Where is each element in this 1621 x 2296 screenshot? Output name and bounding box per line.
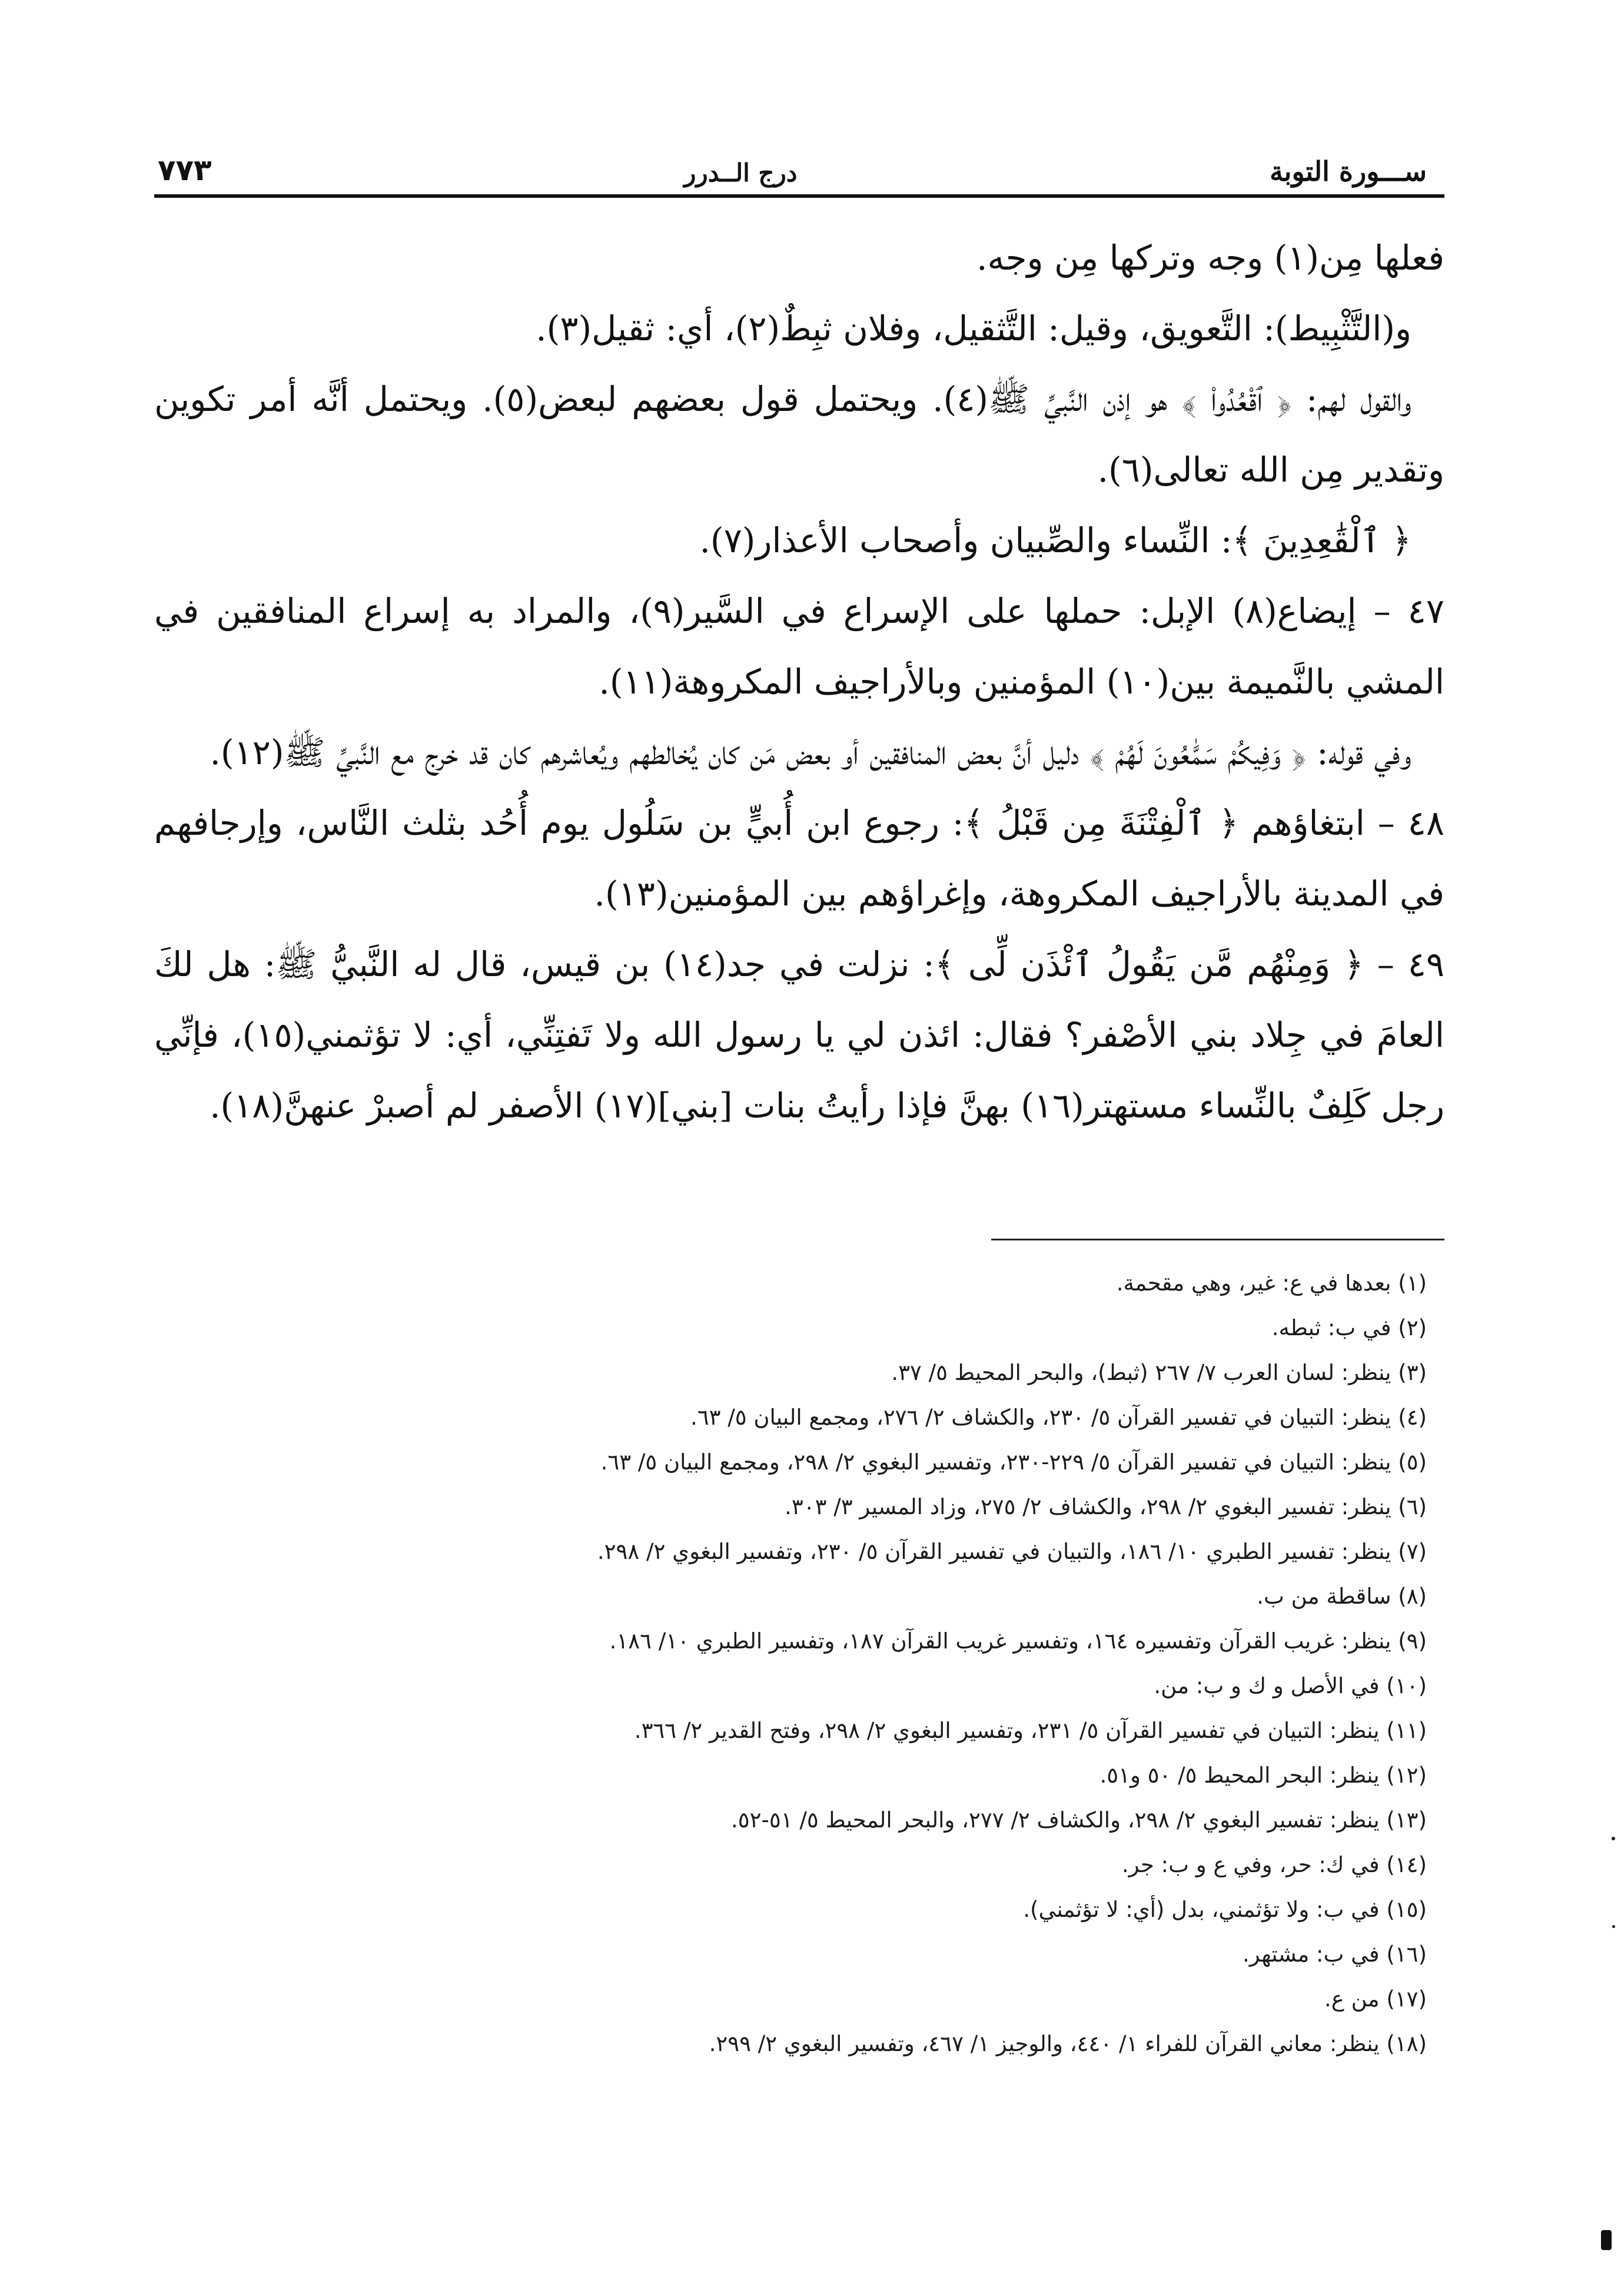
scan-artifact bbox=[1601, 2230, 1612, 2250]
footnote: (١٣) ينظر: تفسير البغوي ٢/ ٢٩٨، والكشاف ٢/ ٢٧٧، والبحر المحيط ٥/ ٥١-٥٢. bbox=[730, 1807, 1427, 1833]
footnote: (٦) ينظر: تفسير البغوي ٢/ ٢٩٨، والكشاف ٢/ ٢٧٥، وزاد المسير ٣/ ٣٠٣. bbox=[785, 1494, 1427, 1519]
footnote: (١٧) من ع. bbox=[1324, 1986, 1427, 2012]
paragraph: ٤٩ – ﴿ وَمِنْهُم مَّن يَقُولُ ٱئْذَن لِّى ﴾: نزلت في جد(١٤) بن قيس، قال له النَّبيُّ ﷺ: هل لكَ العامَ في جِلاد بني الأصْفر؟ فقال: ائذن لي يا رسول الله ولا تَفتِنِّي، أي: لا تؤثمني(١٥)، فإنِّي رجل كَلِفٌ بالنِّساء مستهتر(١٦) بهنَّ فإذا رأيتُ بنات [بني](١٧) الأصفر لم أصبرْ عنهنَّ(١٨). bbox=[154, 944, 1445, 1126]
paragraph: وفي قوله: ﴿ وَفِيكُمْ سَمَّٰعُونَ لَهُمْ ﴾ دليل أنَّ بعض المنافقين أو بعض مَن كان يُخالطهم ويُعاشرهم كان قد خرج مع النَّبيِّ ﷺ(١٢). bbox=[210, 732, 1411, 772]
page-number: ٧٧٣ bbox=[158, 153, 212, 187]
footnotes bbox=[177, 1261, 1427, 2066]
scan-artifact bbox=[1612, 1837, 1615, 1840]
footnote: (١٠) في الأصل و ك و ب: من. bbox=[1154, 1673, 1427, 1698]
footnote: (٣) ينظر: لسان العرب ٧/ ٢٦٧ (ثبط)، والبحر المحيط ٥/ ٣٧. bbox=[891, 1360, 1427, 1385]
paragraph: ٤٨ – ابتغاؤهم ﴿ ٱلْفِتْنَةَ مِن قَبْلُ ﴾: رجوع ابن أُبيٍّ بن سَلُول يوم أُحُد بثلث النَّاس، وإرجافهم في المدينة بالأراجيف المكروهة، وإغراؤهم بين المؤمنين(١٣). bbox=[154, 803, 1444, 914]
header-rule bbox=[154, 194, 1444, 198]
main-text bbox=[154, 223, 1444, 1141]
paragraph: فعلها مِن(١) وجه وتركها مِن وجه. bbox=[976, 238, 1444, 278]
footnote: (١٤) في ك: حر، وفي ع و ب: جر. bbox=[1121, 1852, 1427, 1877]
surah-title: ســـورة التوبة bbox=[1270, 155, 1427, 187]
footnote: (١) بعدها في ع: غير، وهي مقحمة. bbox=[1116, 1270, 1427, 1296]
running-header bbox=[158, 152, 1427, 187]
footnote: (١٨) ينظر: معاني القرآن للفراء ١/ ٤٤٠، والوجيز ١/ ٤٦٧، وتفسير البغوي ٢/ ٢٩٩. bbox=[709, 2031, 1427, 2056]
footnote: (١٦) في ب: مشتهر. bbox=[1243, 1942, 1427, 1967]
footnote: (٧) ينظر: تفسير الطبري ١٠/ ١٨٦، والتبيان في تفسير القرآن ٥/ ٢٣٠، وتفسير البغوي ٢/ ٢٩٨. bbox=[597, 1539, 1427, 1564]
footnote: (١٥) في ب: ولا تؤثمني، بدل (أي: لا تؤثمني). bbox=[1023, 1897, 1427, 1922]
paragraph: ﴿ ٱلْقَٰعِدِينَ ﴾: النِّساء والصِّبيان وأصحاب الأعذار(٧). bbox=[699, 520, 1411, 560]
scan-artifact bbox=[1612, 1925, 1615, 1928]
paragraph: و(التَّثْبِيط): التَّعويق، وقيل: التَّثقيل، وفلان ثبِطٌ(٢)، أي: ثقيل(٣). bbox=[536, 308, 1411, 349]
footnote: (٨) ساقطة من ب. bbox=[1257, 1584, 1427, 1609]
footnote: (١٢) ينظر: البحر المحيط ٥/ ٥٠ و٥١. bbox=[1100, 1763, 1427, 1788]
footnote: (٥) ينظر: التبيان في تفسير القرآن ٥/ ٢٢٩-٢٣٠، وتفسير البغوي ٢/ ٢٩٨، ومجمع البيان ٥/ ٦٣. bbox=[600, 1449, 1427, 1475]
footnote-rule bbox=[991, 1239, 1444, 1240]
footnote: (٤) ينظر: التبيان في تفسير القرآن ٥/ ٢٣٠، والكشاف ٢/ ٢٧٦، ومجمع البيان ٥/ ٦٣. bbox=[690, 1405, 1427, 1430]
paragraph: والقول لهم: ﴿ ٱقْعُدُواْ ﴾ هو إذن النَّبيِّ ﷺ(٤). ويحتمل قول بعضهم لبعض(٥). ويحتمل أنَّه أمر تكوين وتقدير مِن الله تعالى(٦). bbox=[154, 379, 1444, 490]
footnote: (٢) في ب: ثبطه. bbox=[1271, 1315, 1427, 1341]
footnote: (١١) ينظر: التبيان في تفسير القرآن ٥/ ٢٣١، وتفسير البغوي ٢/ ٢٩٨، وفتح القدير ٢/ ٣٦٦. bbox=[634, 1718, 1427, 1743]
book-title: درج الــدرر bbox=[684, 158, 798, 187]
footnote: (٩) ينظر: غريب القرآن وتفسيره ١٦٤، وتفسير غريب القرآن ١٨٧، وتفسير الطبري ١٠/ ١٨٦. bbox=[609, 1628, 1427, 1654]
paragraph: ٤٧ – إيضاع(٨) الإبل: حملها على الإسراع في السَّير(٩)، والمراد به إسراع المنافقين في المشي بالنَّميمة بين(١٠) المؤمنين وبالأراجيف المكروهة(١١). bbox=[154, 591, 1444, 702]
